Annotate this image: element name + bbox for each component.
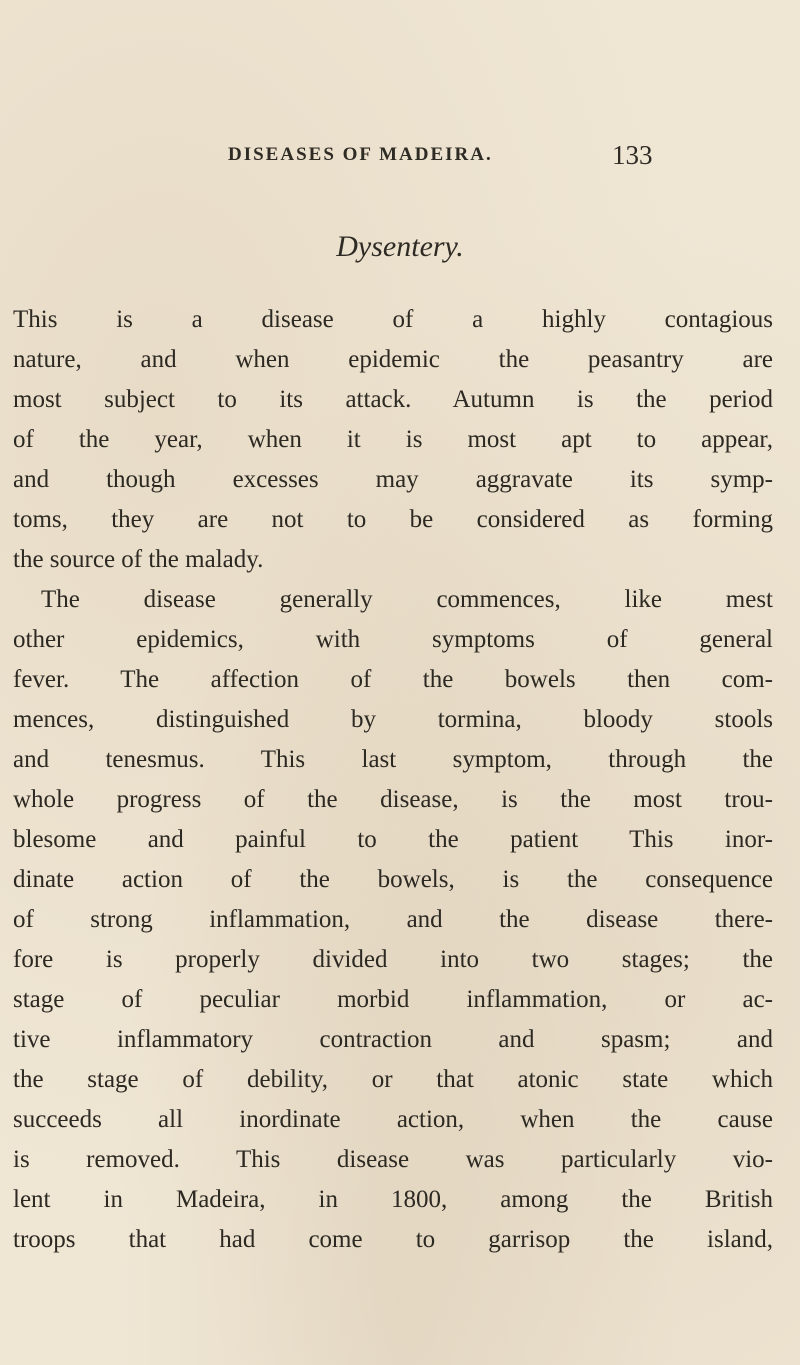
text-line: tive inflammatory contraction and spasm; and (13, 1026, 773, 1053)
text-line: whole progress of the disease, is the most trou- (13, 786, 773, 813)
text-line: This is a disease of a highly contagious (13, 306, 773, 333)
running-title: DISEASES OF MADEIRA. (228, 144, 493, 165)
text-line: and though excesses may aggravate its symp- (13, 466, 773, 493)
page-number: 133 (612, 140, 653, 170)
text-line: the source of the malady. (13, 546, 264, 573)
text-line: other epidemics, with symptoms of general (13, 626, 773, 653)
text-line: succeeds all inordinate action, when the cause (13, 1106, 773, 1133)
body-text (13, 300, 773, 1260)
text-line: toms, they are not to be considered as forming (13, 506, 773, 533)
text-line: fore is properly divided into two stages; the (13, 946, 773, 973)
running-head (0, 140, 800, 180)
text-line: fever. The affection of the bowels then com- (13, 666, 773, 693)
text-line: the stage of debility, or that atonic state which (13, 1066, 773, 1093)
text-line: and tenesmus. This last symptom, through the (13, 746, 773, 773)
text-line: most subject to its attack. Autumn is the period (13, 386, 773, 413)
text-line: The disease generally commences, like mest (41, 586, 773, 613)
text-line: lent in Madeira, in 1800, among the British (13, 1186, 773, 1213)
text-line: dinate action of the bowels, is the consequence (13, 866, 773, 893)
text-line: nature, and when epidemic the peasantry are (13, 346, 773, 373)
text-line: mences, distinguished by tormina, bloody stools (13, 706, 773, 733)
text-line: stage of peculiar morbid inflammation, or ac- (13, 986, 773, 1013)
section-title: Dysentery. (336, 230, 464, 263)
text-line: of strong inflammation, and the disease there- (13, 906, 773, 933)
text-line: blesome and painful to the patient This inor- (13, 826, 773, 853)
text-line: is removed. This disease was particularly vio- (13, 1146, 773, 1173)
text-line: of the year, when it is most apt to appear, (13, 426, 773, 453)
text-line: troops that had come to garrisop the island, (13, 1226, 773, 1253)
